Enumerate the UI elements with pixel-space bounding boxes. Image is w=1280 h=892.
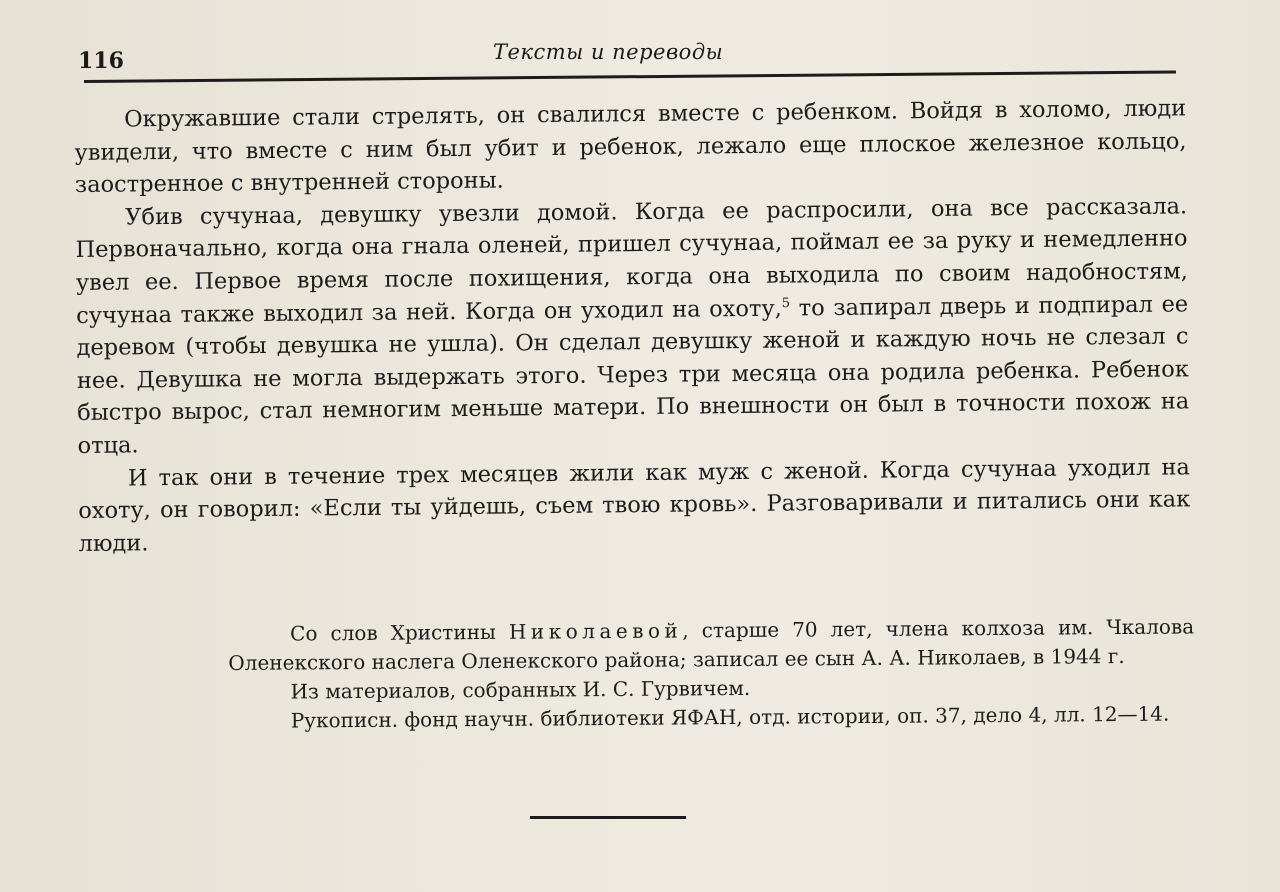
page-number: 116	[78, 48, 124, 74]
source-collector: Из материалов, собранных И. С. Гурвичем.	[290, 675, 751, 704]
source-informant-prefix: Со слов Христины	[290, 619, 510, 646]
paragraph-2	[75, 190, 1190, 462]
main-text	[74, 92, 1191, 560]
source-informant-suffix: , старше 70 лет, члена колхоза им. Чкалова Оленекского наслега Оленекского района; записал ее сын А. А. Николаев, в 1944 г.	[228, 614, 1195, 675]
informant-name: Николаевой	[508, 618, 683, 644]
footnote-marker[interactable]: 5	[781, 295, 791, 311]
paragraph-1: Окружавшие стали стрелять, он свалился вместе с ребенком. Войдя в холомо, люди увидели, что вместе с ним был убит и ребенок, лежало еще плоское железное кольцо, заостренное с внутренней стороны.	[74, 95, 1187, 199]
end-rule	[530, 816, 686, 819]
running-title: Тексты и переводы	[493, 40, 724, 64]
source-informant	[228, 612, 1194, 678]
paragraph-3: И так они в течение трех месяцев жили как муж с женой. Когда сучунаа уходил на охоту, он говорил: «Если ты уйдешь, съем твою кровь». Разговаривали и питались они как люди.	[78, 453, 1191, 557]
source-note	[228, 612, 1195, 736]
header-rule	[84, 70, 1176, 83]
source-archive: Рукописн. фонд научн. библиотеки ЯФАН, отд. истории, оп. 37, дело 4, лл. 12—14.	[290, 701, 1170, 733]
paragraph-2-start: Убив сучунаа, девушку увезли домой. Когда ее распросили, она все рассказала. Первоначально, когда она гнала оленей, пришел сучунаа, поймал ее за руку и немедленно увел ее. Первое время после похищения, когда она выходила по своим надобностям, сучунаа также выходил за ней. Когда он уходил на охоту,	[75, 193, 1188, 329]
page-header	[78, 40, 1178, 88]
paragraph-2-end: то запирал дверь и подпирал ее деревом (чтобы девушка не ушла). Он сделал девушку женой и каждую ночь не слезал с нее. Девушка не могла выдержать этого. Через три месяца она родила ребенка. Ребенок быстро вырос, стал немногим меньше матери. По внешности он был в точности похож на отца.	[76, 290, 1190, 459]
